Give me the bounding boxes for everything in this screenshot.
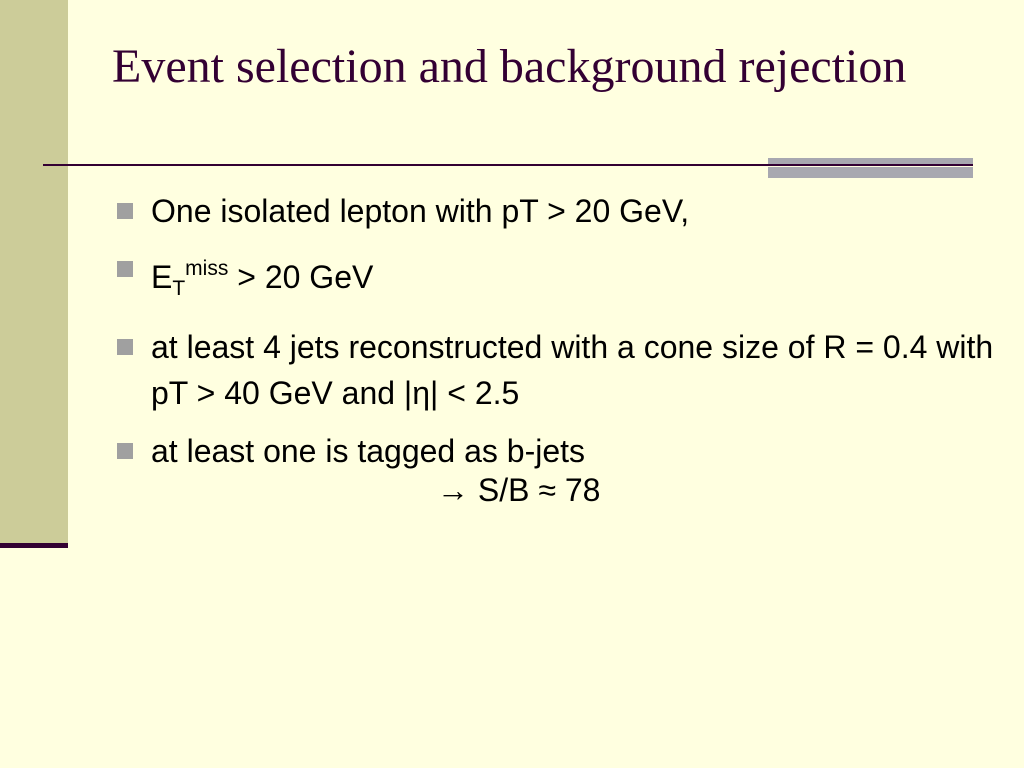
divider-accent-bar-top: [768, 158, 973, 164]
bullet-item-jets: [117, 324, 997, 416]
bullet-item-missing-et: [117, 246, 997, 312]
bullet-item-lepton: [117, 188, 997, 234]
square-bullet-icon: [117, 339, 133, 355]
square-bullet-icon: [117, 261, 133, 277]
bullet-text-jets: at least 4 jets reconstructed with a cone size of R = 0.4 with pT > 40 GeV and |η| < 2.5: [151, 329, 994, 411]
slide-title: Event selection and background rejection: [112, 40, 907, 93]
bullet-list: [117, 188, 997, 486]
bullet-text-btag: at least one is tagged as b-jets: [151, 433, 586, 469]
bullet-text-et-superscript: miss: [185, 257, 229, 280]
bullet-text-et-threshold: > 20 GeV: [228, 259, 374, 295]
divider-accent-bar-bottom: [768, 167, 973, 178]
square-bullet-icon: [117, 203, 133, 219]
bullet-text-et-base: E: [151, 259, 173, 295]
square-bullet-icon: [117, 443, 133, 459]
left-decorative-band: [0, 0, 68, 545]
signal-background-ratio: → S/B ≈ 78: [437, 472, 601, 508]
title-divider: [43, 164, 973, 166]
bullet-text-et-subscript: T: [172, 277, 186, 300]
left-band-underline: [0, 543, 68, 548]
bullet-text-lepton: One isolated lepton with pT > 20 GeV,: [151, 193, 690, 229]
